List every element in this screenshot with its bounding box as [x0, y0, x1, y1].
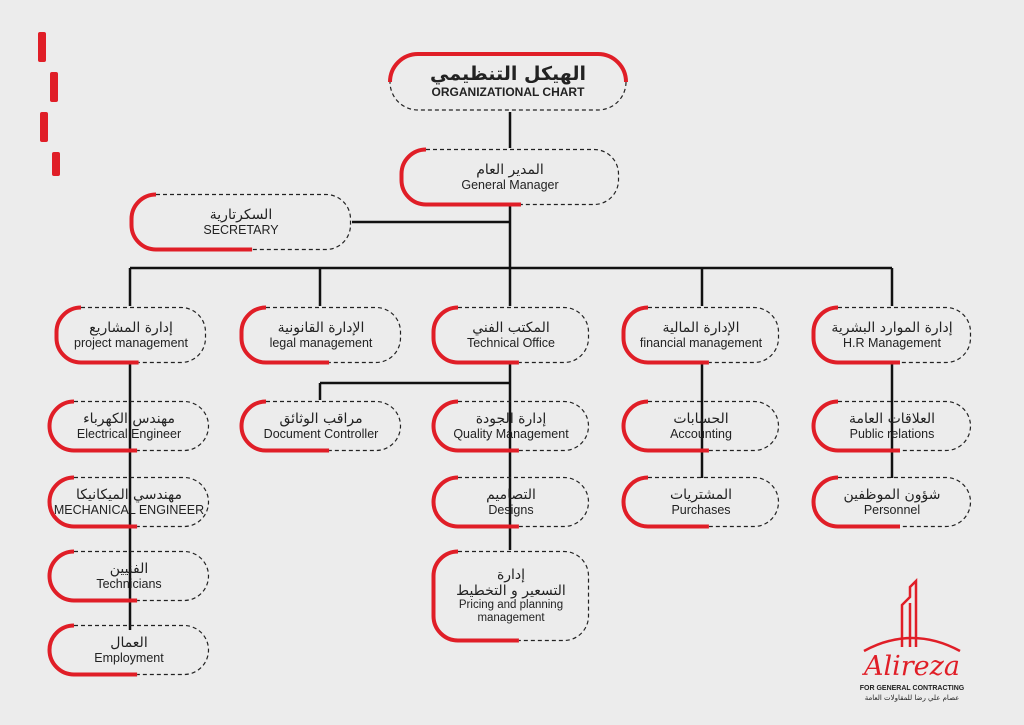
unit-technicians: [48, 550, 210, 602]
dept-project-management: [55, 306, 207, 364]
logo-subtitle-ar: عصام علي رضا للمقاولات العامة: [864, 694, 960, 702]
label-en: Public relations: [849, 426, 935, 441]
chart-title: [388, 52, 628, 112]
general-manager-box: [400, 148, 620, 206]
title-ar: الهيكل التنظيمي: [430, 63, 586, 86]
dept-hr-management: [812, 306, 972, 364]
label-ar: الحسابات: [673, 410, 729, 427]
unit-designs: [432, 476, 590, 528]
label-en: Technicians: [96, 576, 162, 591]
label-en: Employment: [94, 650, 164, 665]
unit-purchases: [622, 476, 780, 528]
label-en: H.R Management: [843, 335, 941, 350]
label-ar2: التسعير و التخطيط: [456, 582, 566, 599]
label-ar: الإدارة المالية: [662, 319, 740, 336]
unit-public-relations: [812, 400, 972, 452]
label-ar: التصاميم: [486, 486, 536, 503]
label-ar: إدارة المشاريع: [89, 319, 173, 336]
label-en: Accounting: [670, 426, 732, 441]
unit-employment: [48, 624, 210, 676]
label-ar1: إدارة: [496, 566, 526, 583]
label-ar: إدارة الموارد البشرية: [831, 319, 953, 336]
unit-quality-management: [432, 400, 590, 452]
label-en: SECRETARY: [203, 222, 279, 237]
label-en1: Pricing and planning: [458, 598, 564, 611]
dept-financial-management: [622, 306, 780, 364]
label-ar: شؤون الموظفين: [843, 486, 941, 503]
title-en: ORGANIZATIONAL CHART: [431, 85, 585, 100]
label-ar: المشتريات: [669, 486, 733, 503]
label-ar: المكتب الفني: [472, 319, 550, 336]
unit-document-controller: [240, 400, 402, 452]
label-ar: الإدارة القانونية: [277, 319, 365, 336]
label-ar: المدير العام: [476, 161, 544, 178]
company-logo: [852, 575, 972, 705]
unit-electrical-engineer: [48, 400, 210, 452]
dept-technical-office: [432, 306, 590, 364]
label-ar: الفنيين: [109, 560, 149, 577]
label-en: Electrical Engineer: [76, 426, 182, 441]
logo-brand: Alireza: [864, 651, 960, 682]
label-en2: management: [477, 612, 545, 625]
label-ar: العلاقات العامة: [848, 410, 936, 427]
label-ar: مراقب الوثائق: [279, 410, 363, 427]
label-ar: مهندسي الميكانيكا: [76, 486, 182, 503]
label-ar: إدارة الجودة: [475, 410, 547, 427]
label-ar: العمال: [110, 634, 148, 651]
logo-subtitle-en: FOR GENERAL CONTRACTING: [859, 685, 965, 692]
label-en: project management: [74, 335, 188, 350]
secretary-box: [130, 193, 352, 251]
label-en: Designs: [488, 502, 534, 517]
building-icon: [852, 575, 972, 655]
label-en: Purchases: [671, 502, 731, 517]
unit-accounting: [622, 400, 780, 452]
unit-personnel: [812, 476, 972, 528]
dept-legal-management: [240, 306, 402, 364]
unit-mechanical-engineer: [48, 476, 210, 528]
unit-pricing-planning: [432, 550, 590, 642]
label-en: financial management: [639, 335, 763, 350]
label-en: General Manager: [461, 177, 559, 192]
label-ar: السكرتارية: [209, 206, 273, 223]
label-en: MECHANICAL ENGINEER: [53, 502, 205, 517]
label-en: Technical Office: [466, 335, 555, 350]
label-en: legal management: [269, 335, 373, 350]
label-en: Quality Management: [453, 426, 569, 441]
label-en: Document Controller: [263, 426, 379, 441]
label-en: Personnel: [863, 502, 921, 517]
label-ar: مهندس الكهرباء: [83, 410, 175, 427]
